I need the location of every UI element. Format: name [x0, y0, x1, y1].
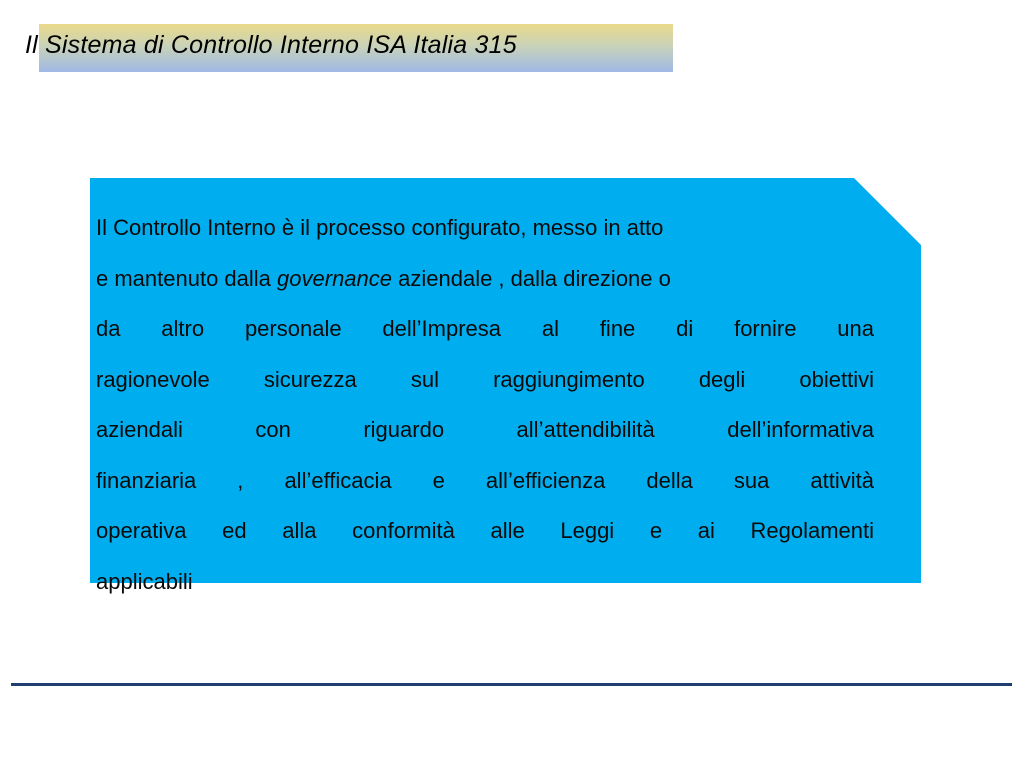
definition-line-1: Il Controllo Interno è il processo configurato, messo in atto: [96, 215, 664, 240]
governance-term: governance: [277, 265, 393, 291]
definition-line-2-end: aziendale , dalla direzione o: [392, 265, 671, 291]
definition-line-2-start: e mantenuto dalla: [96, 265, 278, 291]
bottom-divider: [11, 683, 1012, 686]
definition-line-3: da altro personale dell’Impresa al fine di fornire una: [96, 316, 874, 341]
definition-line-6: finanziaria , all’efficacia e all’efficienza della sua attività: [96, 467, 874, 493]
definition-line-4: ragionevole sicurezza sul raggiungimento degli obiettivi: [96, 366, 874, 392]
slide-title: Il Sistema di Controllo Interno ISA Italia 315: [25, 31, 517, 59]
definition-text: [96, 203, 874, 607]
definition-line-2: [96, 254, 874, 305]
definition-line-8: applicabili: [96, 568, 193, 594]
definition-line-5: aziendali con riguardo all’attendibilità dell’informativa: [96, 417, 874, 442]
definition-line-7: operativa ed alla conformità alle Leggi e ai Regolamenti: [96, 518, 874, 543]
